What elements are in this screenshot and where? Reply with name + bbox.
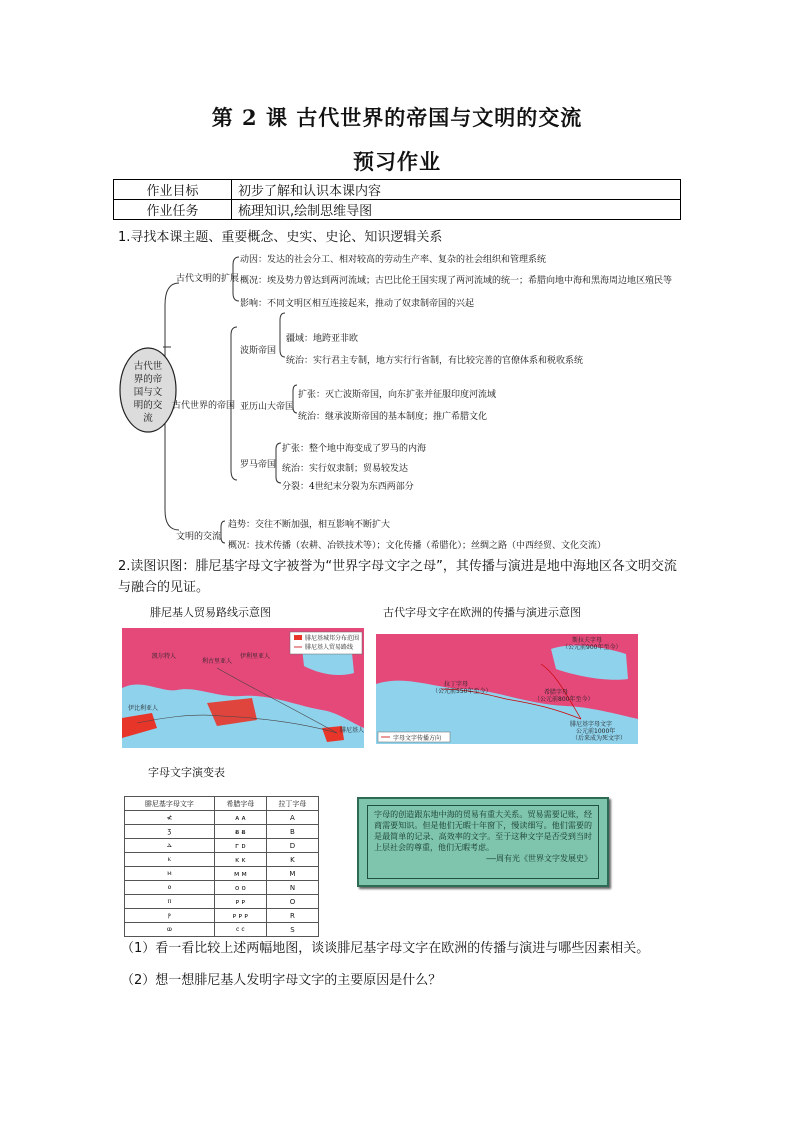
rome-item: 统治：实行奴隶制；贸易较发达 xyxy=(282,464,409,474)
expansion-item: 动因：发达的社会分工、相对较高的劳动生产率、复杂的社会组织和管理系统 xyxy=(240,255,547,265)
table-cell: ᴘ ᴘ xyxy=(214,895,266,909)
table-cell: M xyxy=(266,867,318,881)
alphabet-caption: 字母文字演变表 xyxy=(148,766,225,779)
column-header: 希腊字母 xyxy=(214,797,266,811)
table-cell: ⲱ xyxy=(125,923,215,937)
center-line: 明的交 xyxy=(133,400,163,411)
table-cell: ≮ xyxy=(125,811,215,825)
table-cell: N xyxy=(266,881,318,895)
map1-legend-route: 腓尼基人贸易路线 xyxy=(305,644,354,651)
task-label: 作业任务 xyxy=(114,200,232,220)
table-row xyxy=(125,853,319,867)
goal-table xyxy=(113,179,681,220)
table-row xyxy=(125,881,319,895)
table-row xyxy=(125,839,319,853)
persia-item: 统治：实行君主专制，地方实行行省制，有比较完善的官僚体系和税收系统 xyxy=(286,356,584,366)
table-row xyxy=(114,200,681,220)
table-cell: K xyxy=(266,853,318,867)
rome-label: 罗马帝国 xyxy=(240,460,277,470)
alexander-item: 统治：继承波斯帝国的基本制度；推广希腊文化 xyxy=(298,412,488,422)
table-cell: ⲡ xyxy=(125,895,215,909)
map2-label: （公元前800年至今） xyxy=(534,696,594,703)
table-cell: ᴋ ᴋ xyxy=(214,853,266,867)
alphabet-spread-map xyxy=(376,634,638,744)
expansion-item: 影响：不同文明区相互连接起来，推动了奴隶制帝国的兴起 xyxy=(240,299,475,309)
alexander-item: 扩张：灭亡波斯帝国，向东扩张并征服印度河流域 xyxy=(298,390,497,400)
question-1: 1.寻找本课主题、重要概念、史实、史论、知识逻辑关系 xyxy=(118,230,443,245)
table-cell: ᴀ ᴀ xyxy=(214,811,266,825)
branch-expansion: 古代文明的扩展 xyxy=(176,274,240,284)
map2-legend: 字母文字传播方向 xyxy=(393,735,442,742)
persia-item: 疆域：地跨亚非欧 xyxy=(286,334,359,344)
goal-label: 作业目标 xyxy=(114,180,232,200)
exchange-item: 概况：技术传播（农耕、冶铁技术等）；文化传播（希腊化）；丝绸之路（中西经贸、文化交流） xyxy=(228,541,607,551)
map2-label: 公元前1000年 xyxy=(576,728,616,735)
map1-label: 利古里亚人 xyxy=(202,658,233,665)
table-row xyxy=(125,895,319,909)
center-line: 国与文 xyxy=(133,387,163,398)
column-header: 腓尼基字母文字 xyxy=(125,797,215,811)
table-cell: A xyxy=(266,811,318,825)
map2-label: 拉丁字母 xyxy=(444,681,469,688)
persia-label: 波斯帝国 xyxy=(240,346,277,356)
page-title: 第 2 课 古代世界的帝国与文明的交流 xyxy=(211,105,583,130)
map2-label: （后来成为死文字） xyxy=(572,735,627,742)
center-line: 流 xyxy=(143,413,153,424)
column-header: 拉丁字母 xyxy=(266,797,318,811)
quote-box xyxy=(357,797,609,887)
table-row xyxy=(125,923,319,937)
phoenician-trade-map xyxy=(122,628,364,748)
table-cell: S xyxy=(266,923,318,937)
branch-empires: 古代世界的帝国 xyxy=(172,401,236,411)
table-cell: ⲟ xyxy=(125,881,215,895)
question-2: 2.读图识图：腓尼基字母文字被誉为“世界字母文字之母”，其传播与演进是地中海地区各文明交流与融合的见证。 xyxy=(118,559,677,595)
goal-value: 初步了解和认识本课内容 xyxy=(232,180,681,200)
center-node-text xyxy=(126,360,170,425)
table-row xyxy=(125,825,319,839)
quote-content xyxy=(367,805,599,879)
table-cell: ⲇ xyxy=(125,839,215,853)
map1-label: 凯尔特人 xyxy=(152,653,177,660)
table-row xyxy=(125,909,319,923)
table-cell: ᴦ ᴅ xyxy=(214,839,266,853)
table-cell: ᴍ ᴍ xyxy=(214,867,266,881)
map2-label: 斯拉夫字母 xyxy=(572,637,603,644)
expansion-item: 概况：埃及势力曾达到两河流域；古巴比伦王国实现了两河流域的统一；希腊向地中海和黑海周边地区殖民等 xyxy=(240,276,673,286)
map1-label: 伊比利亚人 xyxy=(128,705,159,712)
center-line: 界的帝 xyxy=(133,374,163,385)
table-row xyxy=(114,180,681,200)
map2-label: 希腊字母 xyxy=(544,689,569,696)
table-cell: ⲥ ⲥ xyxy=(214,923,266,937)
table-cell: O xyxy=(266,895,318,909)
table-cell: D xyxy=(266,839,318,853)
map1-caption: 腓尼基人贸易路线示意图 xyxy=(150,606,271,619)
map2-caption: 古代字母文字在欧洲的传播与演进示意图 xyxy=(383,606,581,619)
rome-item: 扩张：整个地中海变成了罗马的内海 xyxy=(282,444,427,454)
map2-label: 腓尼基字母文字 xyxy=(570,721,613,728)
table-cell: ᴘ ᴘ ᴘ xyxy=(214,909,266,923)
map1-label: 腓尼基人 xyxy=(340,727,364,734)
quote-text: 字母的创造跟东地中海的贸易有重大关系。贸易需要记账，经商需要知识。但是他们无暇十年窗下，慢读细写。他们需要的是最简单的记录、高效率的文字。至于这种文字是否受到当时上层社会的尊重，他们无暇考虑。 xyxy=(374,810,592,852)
map2-label: （公元前900年至今） xyxy=(562,644,622,651)
table-cell: ⲕ xyxy=(125,853,215,867)
table-cell: ⲣ xyxy=(125,909,215,923)
table-cell: B xyxy=(266,825,318,839)
table-cell: R xyxy=(266,909,318,923)
map2-label: （公元前550年至今） xyxy=(432,688,492,695)
alexander-label: 亚历山大帝国 xyxy=(240,402,295,412)
task-value: 梳理知识,绘制思维导图 xyxy=(232,200,681,220)
exchange-item: 趋势：交往不断加强，相互影响不断扩大 xyxy=(228,520,391,530)
sub-question-2: （2）想一想腓尼基人发明字母文字的主要原因是什么？ xyxy=(121,973,442,988)
branch-exchange: 文明的交流 xyxy=(176,532,222,542)
table-cell: ᴃ ᴃ xyxy=(214,825,266,839)
center-line: 古代世 xyxy=(133,361,163,372)
map1-legend-area: 腓尼基城邦分布范围 xyxy=(305,635,360,642)
table-row xyxy=(125,867,319,881)
map1-label: 伊利里亚人 xyxy=(240,653,271,660)
quote-source: ——周有光《世界文字发展史》 xyxy=(486,854,592,863)
page-subtitle: 预习作业 xyxy=(353,149,441,174)
table-cell: ⲙ xyxy=(125,867,215,881)
alphabet-table xyxy=(124,796,319,937)
table-row xyxy=(125,797,319,811)
table-cell: ⳅ xyxy=(125,825,215,839)
table-cell: ᴏ ᴏ xyxy=(214,881,266,895)
rome-item: 分裂：4世纪末分裂为东西两部分 xyxy=(282,482,414,492)
sub-question-1: （1）看一看比较上述两幅地图，谈谈腓尼基字母文字在欧洲的传播与演进与哪些因素相关。 xyxy=(121,941,650,956)
table-row xyxy=(125,811,319,825)
